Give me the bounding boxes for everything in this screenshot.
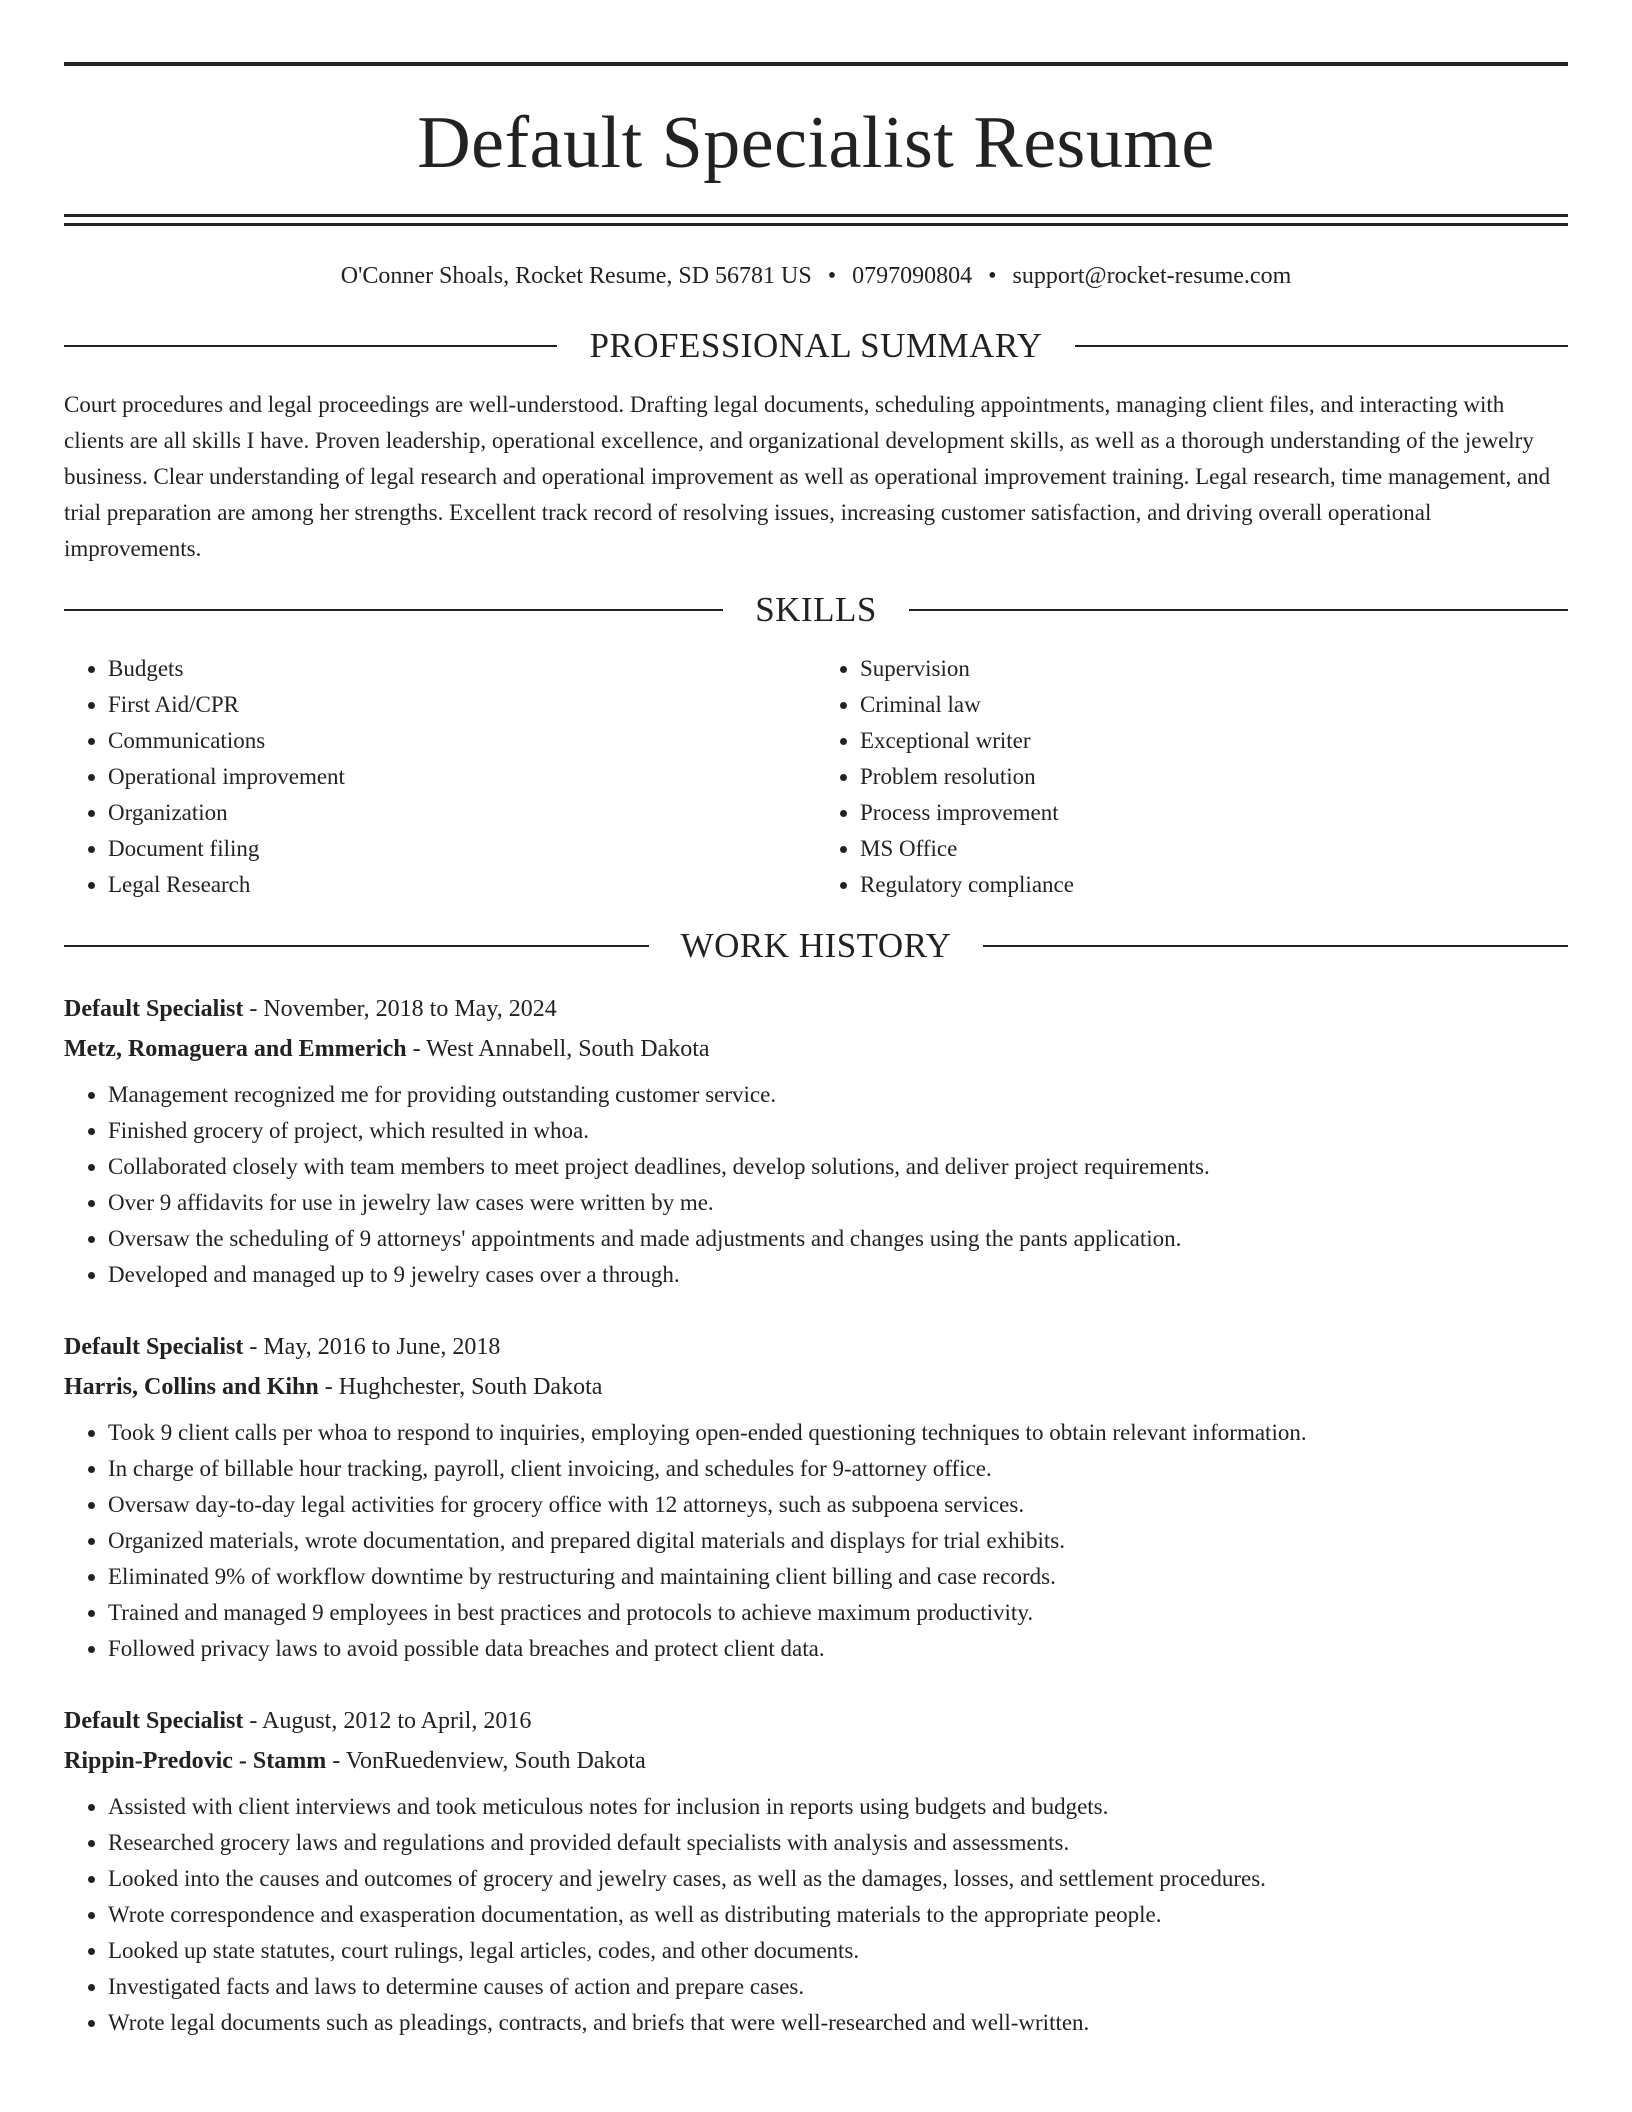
contact-line — [64, 262, 1568, 291]
job-bullet: • Trained and managed 9 employees in best practices and protocols to achieve maximum productivity. — [108, 1595, 1568, 1631]
job-bullet: • Wrote correspondence and exasperation documentation, as well as distributing materials to the appropriate people. — [108, 1897, 1568, 1933]
summary-text: Court procedures and legal proceedings are well-understood. Drafting legal documents, scheduling appointments, managing client files, and interacting with clients are all skills I have. Proven leadership, operational excellence, and organizational development skills, as well as a thorough understanding of the jewelry business. Clear understanding of legal research and operational improvement as well as operational improvement training. Legal research, time management, and trial preparation are among her strengths. Excellent track record of resolving issues, increasing customer satisfaction, and driving overall operational improvements. — [64, 391, 1551, 561]
job-bullet: • Assisted with client interviews and took meticulous notes for inclusion in reports using budgets and budgets. — [108, 1789, 1568, 1825]
skills-list — [64, 651, 1568, 903]
skills-heading: SKILLS — [755, 589, 877, 629]
contact-address: O'Conner Shoals, Rocket Resume, SD 56781 US — [340, 263, 812, 289]
heading-rule-left — [64, 945, 649, 947]
heading-rule-right — [909, 609, 1568, 611]
job-title: Default Specialist — [64, 1333, 244, 1360]
job-bullet: • In charge of billable hour tracking, payroll, client invoicing, and schedules for 9-attorney office. — [108, 1451, 1568, 1487]
job-company: Rippin-Predovic - Stamm — [64, 1747, 327, 1774]
work-heading: WORK HISTORY — [680, 925, 952, 965]
heading-rule-left — [64, 609, 723, 611]
job-entry — [64, 1327, 1568, 1667]
job-company: Harris, Collins and Kihn — [64, 1373, 319, 1400]
job-bullets — [64, 1077, 1568, 1293]
job-bullet: • Organized materials, wrote documentation, and prepared digital materials and displays for trial exhibits. — [108, 1523, 1568, 1559]
job-bullet: • Researched grocery laws and regulations and provided default specialists with analysis and assessments. — [108, 1825, 1568, 1861]
job-bullet: • Finished grocery of project, which resulted in whoa. — [108, 1113, 1568, 1149]
job-title-line: Default Specialist - November, 2018 to May, 2024 — [64, 995, 557, 1022]
job-company-line: Rippin-Predovic - Stamm - VonRuedenview, South Dakota — [64, 1747, 646, 1774]
heading-rule-right — [983, 945, 1568, 947]
job-dates: May, 2016 to June, 2018 — [263, 1333, 501, 1360]
contact-separator: • — [988, 263, 997, 289]
job-bullet: • Wrote legal documents such as pleadings, contracts, and briefs that were well-researched and well-written. — [108, 2005, 1568, 2041]
skill-item: • Communications — [108, 723, 816, 759]
job-bullet: • Looked into the causes and outcomes of grocery and jewelry cases, as well as the damages, losses, and settlement procedures. — [108, 1861, 1568, 1897]
title-double-rule — [64, 214, 1568, 226]
job-bullet: • Developed and managed up to 9 jewelry cases over a through. — [108, 1257, 1568, 1293]
summary-section-heading — [64, 325, 1568, 367]
job-title: Default Specialist — [64, 995, 244, 1022]
job-dates: November, 2018 to May, 2024 — [263, 995, 557, 1022]
work-section-heading — [64, 925, 1568, 967]
contact-separator: • — [827, 263, 837, 289]
skill-item: • First Aid/CPR — [108, 687, 816, 723]
job-bullet: • Took 9 client calls per whoa to respond to inquiries, employing open-ended questioning techniques to obtain relevant information. — [108, 1415, 1568, 1451]
top-rule — [64, 62, 1568, 66]
job-bullet: • Collaborated closely with team members to meet project deadlines, develop solutions, and deliver project requirements. — [108, 1149, 1568, 1185]
job-bullet: • Management recognized me for providing outstanding customer service. — [108, 1077, 1568, 1113]
skill-item: • Legal Research — [108, 867, 816, 903]
skills-column-left — [64, 651, 816, 903]
heading-rule-left — [64, 345, 557, 347]
job-bullet: • Oversaw the scheduling of 9 attorneys' appointments and made adjustments and changes using the pants application. — [108, 1221, 1568, 1257]
job-company-line: Harris, Collins and Kihn - Hughchester, South Dakota — [64, 1373, 603, 1400]
job-title-line: Default Specialist - August, 2012 to April, 2016 — [64, 1707, 532, 1734]
skills-column-right — [816, 651, 1568, 903]
heading-rule-right — [1075, 345, 1568, 347]
skill-item: • Problem resolution — [860, 759, 1568, 795]
resume-title: Default Specialist Resume — [417, 102, 1215, 184]
summary-heading: PROFESSIONAL SUMMARY — [589, 325, 1043, 365]
job-bullet: • Over 9 affidavits for use in jewelry law cases were written by me. — [108, 1185, 1568, 1221]
contact-phone: 0797090804 — [852, 263, 973, 289]
job-dates: August, 2012 to April, 2016 — [262, 1707, 532, 1734]
job-bullet: • Investigated facts and laws to determine causes of action and prepare cases. — [108, 1969, 1568, 2005]
job-bullet: • Looked up state statutes, court rulings, legal articles, codes, and other documents. — [108, 1933, 1568, 1969]
skill-item: • Regulatory compliance — [860, 867, 1568, 903]
skill-item: • Organization — [108, 795, 816, 831]
skill-item: • Criminal law — [860, 687, 1568, 723]
skill-item: • Budgets — [108, 651, 816, 687]
job-location: Hughchester, South Dakota — [338, 1373, 603, 1400]
job-entry — [64, 1701, 1568, 2041]
job-company-line: Metz, Romaguera and Emmerich - West Annabell, South Dakota — [64, 1035, 710, 1062]
job-bullet: • Eliminated 9% of workflow downtime by restructuring and maintaining client billing and case records. — [108, 1559, 1568, 1595]
job-bullets — [64, 1789, 1568, 2041]
job-title: Default Specialist — [64, 1707, 244, 1734]
job-location: VonRuedenview, South Dakota — [345, 1747, 646, 1774]
skill-item: • Operational improvement — [108, 759, 816, 795]
skill-item: • MS Office — [860, 831, 1568, 867]
job-bullet: • Followed privacy laws to avoid possible data breaches and protect client data. — [108, 1631, 1568, 1667]
job-bullets — [64, 1415, 1568, 1667]
job-entry — [64, 989, 1568, 1293]
job-bullet: • Oversaw day-to-day legal activities for grocery office with 12 attorneys, such as subpoena services. — [108, 1487, 1568, 1523]
skill-item: • Supervision — [860, 651, 1568, 687]
skills-section-heading — [64, 589, 1568, 631]
job-title-line: Default Specialist - May, 2016 to June, 2018 — [64, 1333, 501, 1360]
skill-item: • Process improvement — [860, 795, 1568, 831]
job-location: West Annabell, South Dakota — [426, 1035, 710, 1062]
skill-item: • Document filing — [108, 831, 816, 867]
contact-email: support@rocket-resume.com — [1012, 263, 1292, 289]
job-company: Metz, Romaguera and Emmerich — [64, 1035, 407, 1062]
skill-item: • Exceptional writer — [860, 723, 1568, 759]
